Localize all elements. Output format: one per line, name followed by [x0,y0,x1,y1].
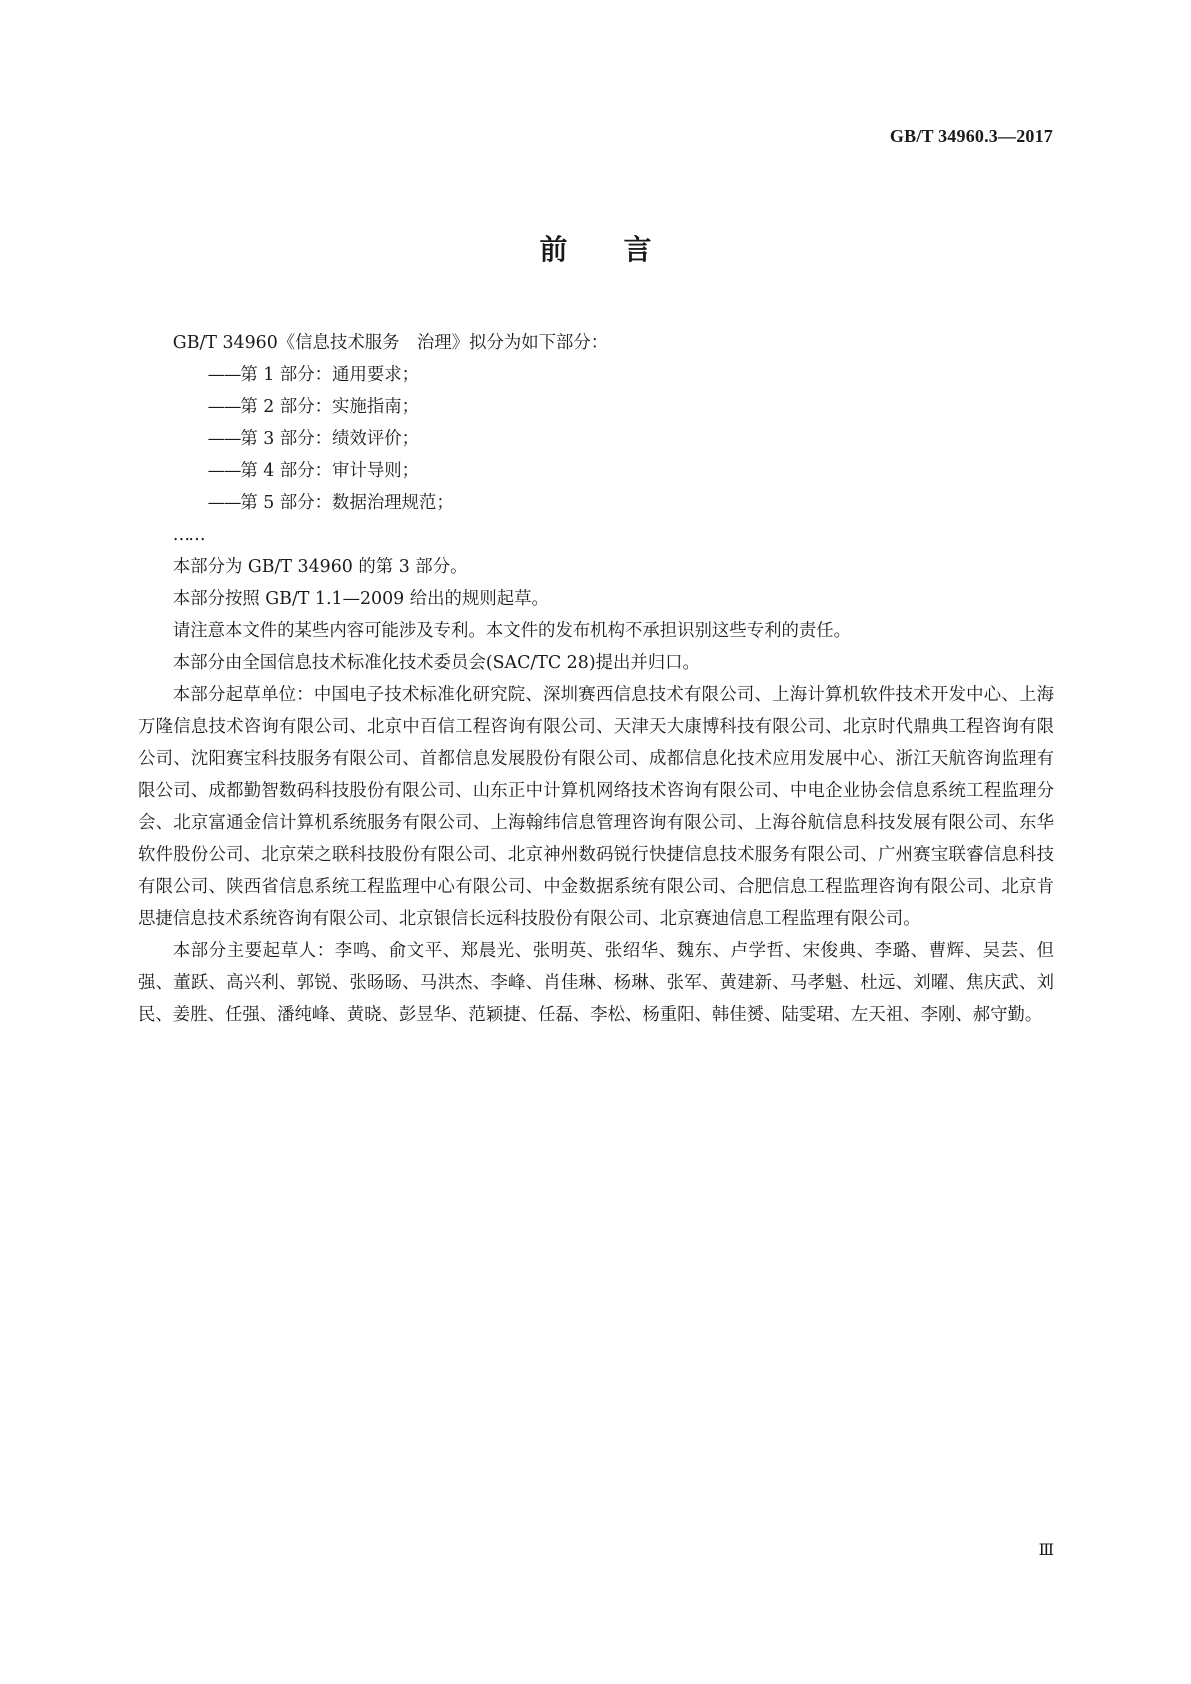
paragraph-committee: 本部分由全国信息技术标准化技术委员会(SAC/TC 28)提出并归口。 [172,653,700,673]
intro-line: GB/T 34960《信息技术服务 治理》拟分为如下部分： [172,333,609,353]
em-dash: —— [207,493,241,513]
list-item [138,359,1054,391]
paragraph-part-number: 本部分为 GB/T 34960 的第 3 部分。 [172,557,468,577]
list-item [138,423,1054,455]
list-item-text: 第 1 部分：通用要求； [240,365,420,385]
page-title [0,228,1191,268]
parts-list [138,359,1054,519]
paragraph-drafting-units: 本部分起草单位：中国电子技术标准化研究院、深圳赛西信息技术有限公司、上海计算机软件技术开发中心、上海万隆信息技术咨询有限公司、北京中百信工程咨询有限公司、天津天大康博科技有限公司、北京时代鼎典工程咨询有限公司、沈阳赛宝科技服务有限公司、首都信息发展股份有限公司、成都信息化技术应用发展中心、浙江天航咨询监理有限公司、成都勤智数码科技股份有限公司、山东正中计算机网络技术咨询有限公司、中电企业协会信息系统工程监理分会、北京富通金信计算机系统服务有限公司、上海翰纬信息管理咨询有限公司、上海谷航信息科技发展有限公司、东华软件股份公司、北京荣之联科技股份有限公司、北京神州数码锐行快捷信息技术服务有限公司、广州赛宝联睿信息科技有限公司、陕西省信息系统工程监理中心有限公司、中金数据系统有限公司、合肥信息工程监理咨询有限公司、北京肯思捷信息技术系统咨询有限公司、北京银信长远科技股份有限公司、北京赛迪信息工程监理有限公司。 [138,685,1054,929]
list-item-text: 第 5 部分：数据治理规范； [240,493,454,513]
list-item [138,391,1054,423]
list-item-text: 第 2 部分：实施指南； [240,397,420,417]
list-item [138,487,1054,519]
foreword-body [138,327,1054,1031]
paragraph-drafting-rules: 本部分按照 GB/T 1.1—2009 给出的规则起草。 [172,589,549,609]
paragraph-drafters: 本部分主要起草人：李鸣、俞文平、郑晨光、张明英、张绍华、魏东、卢学哲、宋俊典、李璐、曹辉、吴芸、但强、董跃、高兴利、郭锐、张旸旸、马洪杰、李峰、肖佳琳、杨琳、张军、黄建新、马孝魁、杜远、刘曜、焦庆武、刘民、姜胜、任强、潘纯峰、黄晓、彭昱华、范颖捷、任磊、李松、杨重阳、韩佳赟、陆雯珺、左天祖、李刚、郝守勤。 [138,941,1054,1025]
standard-code-header: GB/T 34960.3—2017 [889,126,1053,146]
paragraph-patent-notice: 请注意本文件的某些内容可能涉及专利。本文件的发布机构不承担识别这些专利的责任。 [172,621,852,641]
ellipsis: …… [172,525,204,545]
em-dash: —— [207,365,241,385]
em-dash: —— [207,429,241,449]
list-item [138,455,1054,487]
em-dash: —— [207,397,241,417]
title-char-2: 言 [623,233,652,266]
list-item-text: 第 4 部分：审计导则； [240,461,420,481]
list-item-text: 第 3 部分：绩效评价； [240,429,420,449]
title-char-1: 前 [539,233,568,266]
page-number: Ⅲ [1038,1542,1053,1559]
em-dash: —— [207,461,241,481]
